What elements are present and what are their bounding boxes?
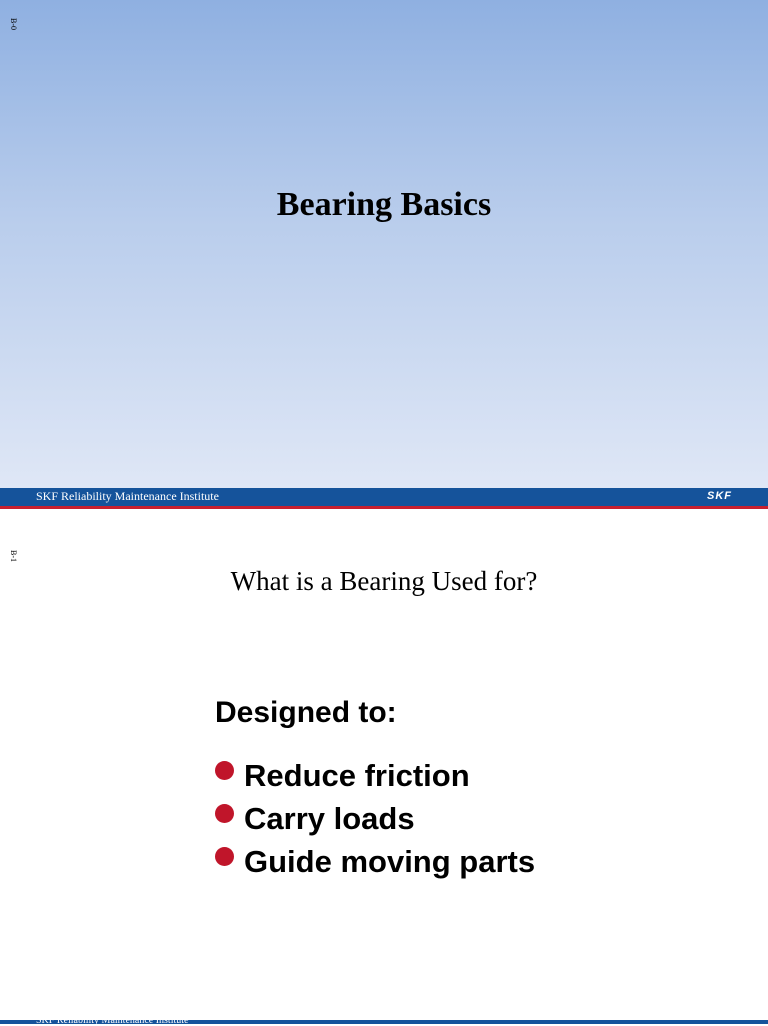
slide-number: B-0 <box>9 18 18 30</box>
slide-1-footer-bar <box>0 488 768 506</box>
footer-institute-text: SKF Reliability Maintenance Institute <box>36 489 219 503</box>
bullet-dot-icon <box>215 847 234 866</box>
slide-1 <box>0 0 768 488</box>
slide-gap <box>0 509 768 530</box>
bullet-list <box>215 758 535 887</box>
slide-title: What is a Bearing Used for? <box>230 566 538 596</box>
footer-institute-text: SKF Reliability Maintenance Institute <box>36 1015 189 1026</box>
slide-2-footer-bar <box>0 1015 768 1026</box>
bullet-dot-icon <box>215 804 234 823</box>
slide-title: Bearing Basics <box>276 186 492 223</box>
slide-2 <box>0 530 768 1024</box>
bullet-heading: Designed to: <box>215 696 397 729</box>
list-item <box>215 844 535 887</box>
bullet-dot-icon <box>215 761 234 780</box>
list-item <box>215 758 535 801</box>
slide-number: B-1 <box>9 550 18 562</box>
bullet-label: Guide moving parts <box>244 844 536 879</box>
bullet-label: Carry loads <box>244 801 415 836</box>
bullet-label: Reduce friction <box>244 758 470 793</box>
skf-logo: SKF <box>707 490 732 502</box>
list-item <box>215 801 535 844</box>
